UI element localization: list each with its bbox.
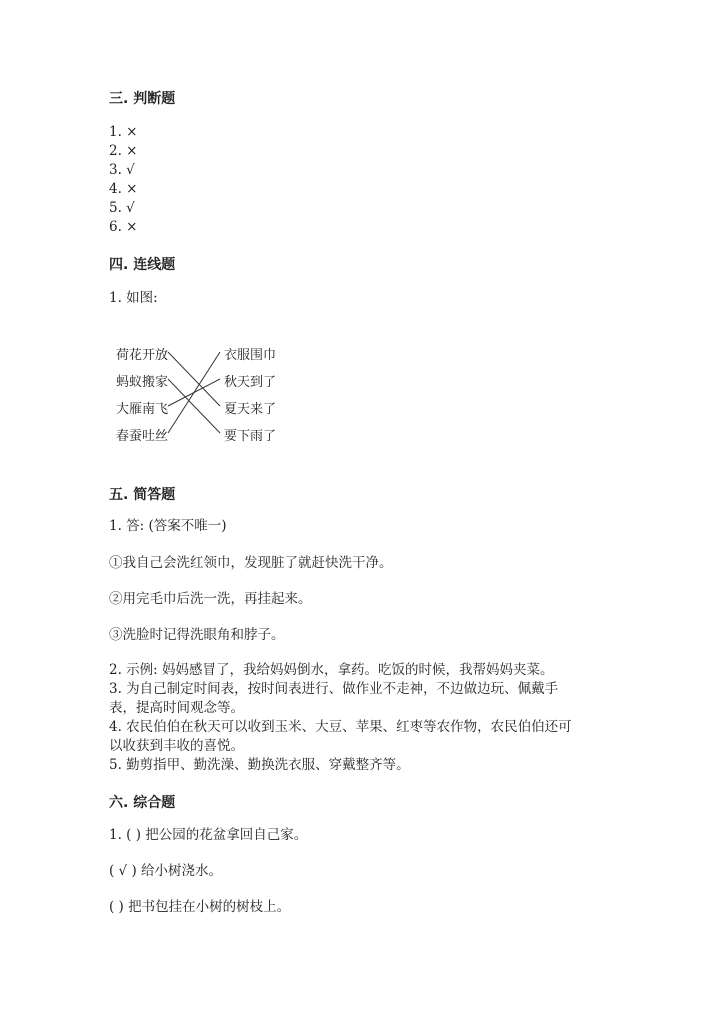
right-item-1: 衣服围巾 xyxy=(224,348,277,363)
short-answer-line-7: 表，提高时间观念等。 xyxy=(109,700,244,716)
short-answer-line-1: 1. 答: (答案不唯一) xyxy=(109,518,227,534)
comprehensive-line-3: ( ) 把书包挂在小树的树枝上。 xyxy=(109,899,291,915)
right-item-4: 要下雨了 xyxy=(224,429,277,444)
left-item-1: 荷花开放 xyxy=(116,348,169,363)
matching-diagram xyxy=(100,332,300,452)
comprehensive-line-2: ( √ ) 给小树浇水。 xyxy=(109,863,223,879)
left-item-4: 春蚕吐丝 xyxy=(116,429,169,444)
judgement-answer-2: 2. × xyxy=(109,143,138,159)
short-answer-line-6: 3. 为自己制定时间表，按时间表进行、做作业不走神，不边做边玩、佩戴手 xyxy=(109,681,559,697)
match-line-ant-rain xyxy=(168,379,220,433)
match-line-lotus-summer xyxy=(168,352,220,406)
left-item-2: 蚂蚁搬家 xyxy=(116,375,169,390)
judgement-answer-4: 4. × xyxy=(109,181,138,197)
judgement-answer-5: 5. √ xyxy=(109,200,135,216)
match-line-silkworm-clothes xyxy=(168,352,220,433)
short-answer-line-5: 2. 示例: 妈妈感冒了，我给妈妈倒水，拿药。吃饭的时候，我帮妈妈夹菜。 xyxy=(109,662,554,678)
judgement-answer-3: 3. √ xyxy=(109,162,135,178)
short-answer-line-3: ②用完毛巾后洗一洗，再挂起来。 xyxy=(109,591,312,607)
short-answer-line-9: 以收获到丰收的喜悦。 xyxy=(109,738,244,754)
judgement-answer-6: 6. × xyxy=(109,219,138,235)
short-answer-line-4: ③洗脸时记得洗眼角和脖子。 xyxy=(109,627,285,643)
right-item-3: 夏天来了 xyxy=(224,402,277,417)
judgement-answer-1: 1. × xyxy=(109,124,138,140)
section-title-short-answer: 五. 简答题 xyxy=(109,487,176,503)
short-answer-line-10: 5. 勤剪指甲、勤洗澡、勤换洗衣服、穿戴整齐等。 xyxy=(109,757,410,773)
matching-intro: 1. 如图: xyxy=(109,290,158,306)
section-title-matching: 四. 连线题 xyxy=(109,257,176,273)
short-answer-line-8: 4. 农民伯伯在秋天可以收到玉米、大豆、苹果、红枣等农作物，农民伯伯还可 xyxy=(109,719,572,735)
short-answer-line-2: ①我自己会洗红领巾，发现脏了就赶快洗干净。 xyxy=(109,555,393,571)
left-item-3: 大雁南飞 xyxy=(116,402,169,417)
comprehensive-line-1: 1. ( ) 把公园的花盆拿回自己家。 xyxy=(109,827,308,843)
section-title-judgement: 三. 判断题 xyxy=(109,91,176,107)
section-title-comprehensive: 六. 综合题 xyxy=(109,795,176,811)
right-item-2: 秋天到了 xyxy=(224,375,277,390)
